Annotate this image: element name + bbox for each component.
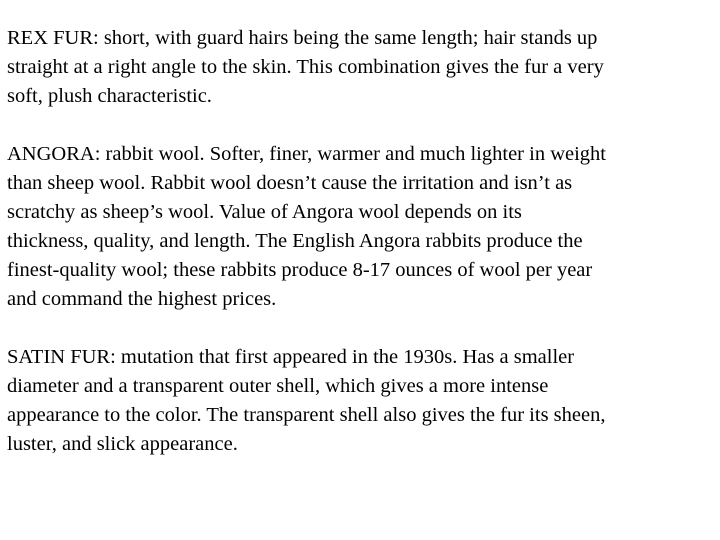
text-line: diameter and a transparent outer shell, which gives a more intense (7, 375, 549, 397)
text-line: appearance to the color. The transparent shell also gives the fur its sheen, (7, 404, 606, 426)
text-line: SATIN FUR: mutation that first appeared in the 1930s. Has a smaller (7, 346, 575, 368)
text-line: thickness, quality, and length. The English Angora rabbits produce the (7, 230, 583, 252)
paragraph-satin-fur (7, 343, 713, 459)
text-line: and command the highest prices. (7, 288, 277, 310)
text-line: straight at a right angle to the skin. This combination gives the fur a very (7, 56, 604, 78)
paragraph-angora (7, 140, 713, 314)
text-line: REX FUR: short, with guard hairs being the same length; hair stands up (7, 27, 598, 49)
text-line: luster, and slick appearance. (7, 433, 238, 455)
text-line: finest-quality wool; these rabbits produce 8-17 ounces of wool per year (7, 259, 593, 281)
document-body (7, 24, 713, 459)
paragraph-rex-fur (7, 24, 713, 111)
text-line: than sheep wool. Rabbit wool doesn’t cause the irritation and isn’t as (7, 172, 573, 194)
text-line: soft, plush characteristic. (7, 85, 212, 107)
text-line: ANGORA: rabbit wool. Softer, finer, warmer and much lighter in weight (7, 143, 606, 165)
text-line: scratchy as sheep’s wool. Value of Angora wool depends on its (7, 201, 522, 223)
